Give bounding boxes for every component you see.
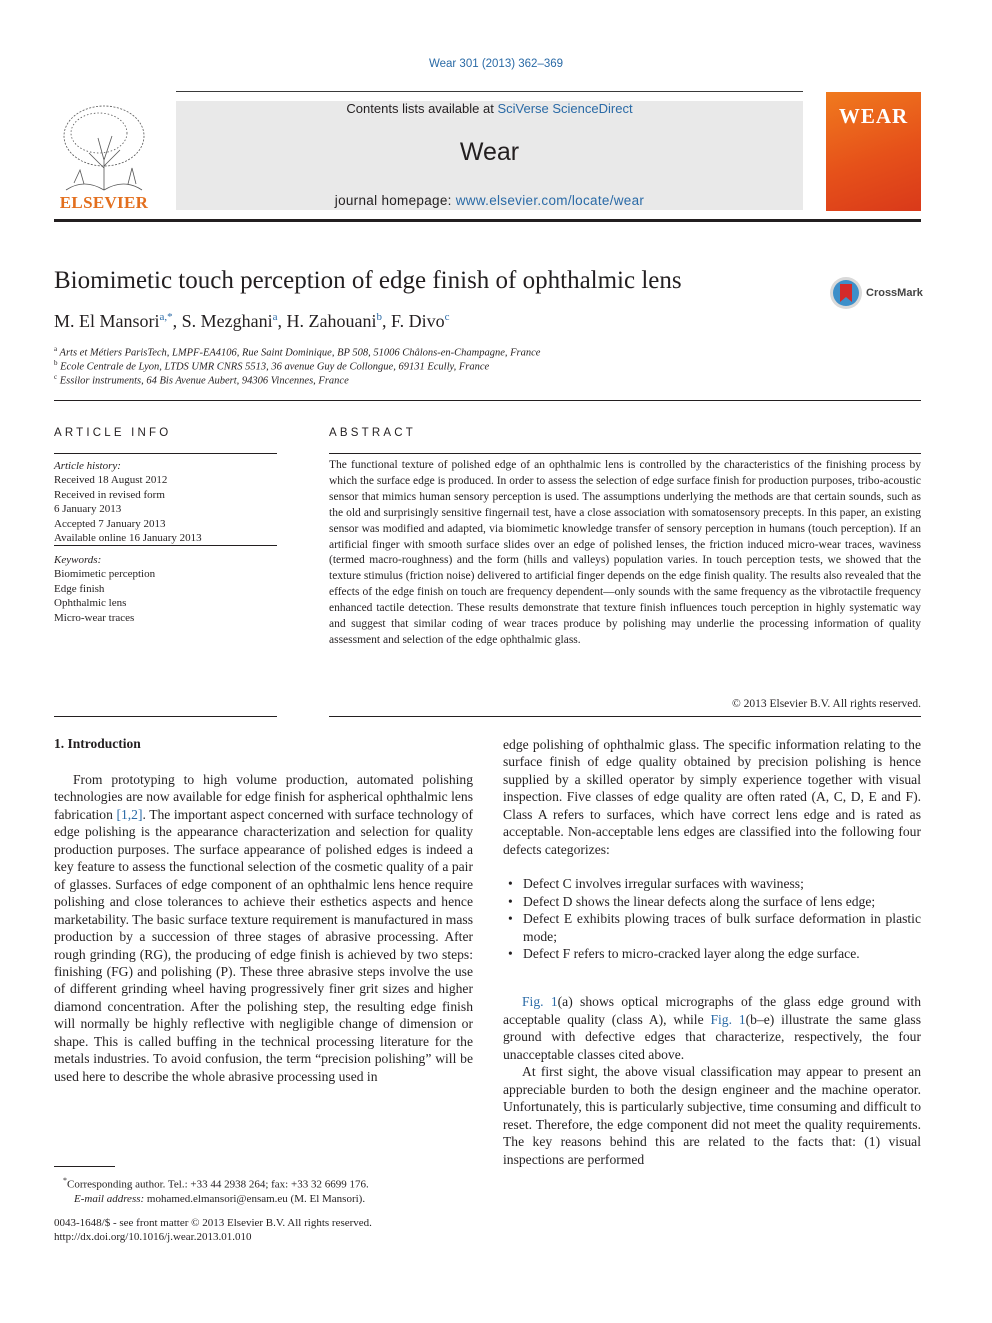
affiliation-text: Ecole Centrale de Lyon, LTDS UMR CNRS 5513, 36 avenue Guy de Collongue, 69131 Ecully, France bbox=[60, 361, 490, 373]
email-footnote bbox=[54, 1192, 473, 1206]
paragraph-text: From prototyping to high volume production, automated polishing technologies are now available for edge finish for aspherical ophthalmic lens fabrication bbox=[54, 772, 473, 822]
keyword: Edge finish bbox=[54, 582, 105, 595]
section-heading-introduction: 1. Introduction bbox=[54, 736, 141, 751]
keywords-block bbox=[54, 553, 277, 625]
reference-link[interactable]: [1,2] bbox=[116, 806, 143, 822]
homepage-prefix: journal homepage: bbox=[334, 193, 456, 208]
homepage-link[interactable]: www.elsevier.com/locate/wear bbox=[455, 193, 645, 208]
keyword: Micro-wear traces bbox=[54, 611, 135, 624]
keywords-rule bbox=[54, 545, 277, 546]
paragraph-text: (b–e) illustrate the same glass ground with defective edges that characterize, respectively, the four unacceptable classes cited above. bbox=[503, 1011, 921, 1062]
crossmark-label[interactable]: CrossMark bbox=[866, 287, 923, 299]
keyword: Ophthalmic lens bbox=[54, 597, 127, 610]
intro-paragraph bbox=[503, 993, 921, 1063]
footnotes bbox=[54, 1174, 473, 1206]
intro-right-column bbox=[503, 736, 921, 1168]
affiliation-mark: a bbox=[54, 345, 58, 353]
footnote-marker: * bbox=[63, 1176, 67, 1185]
email-link[interactable]: mohamed.elmansori@ensam.eu (M. El Mansori). bbox=[146, 1192, 366, 1205]
list-item: • Defect F refers to micro-cracked layer along the edge surface. bbox=[503, 945, 921, 962]
figure-link[interactable]: Fig. 1 bbox=[522, 994, 558, 1010]
author-list bbox=[54, 311, 449, 332]
paragraph-text: . The important aspect concerned with surface technology of edge polishing is the appearance characterization and selection for quality production purposes. The surface appearance of polished edges is indeed a key feature to assess the functional selection of the cosmetic quality of a pair of glasses. Surfaces of edge component of an ophthalmic lens hence require polishing and close tolerances to achieve their esthetics aspects and hence marketability. The basic surface texture requirement is manufactured in mass production by a succession of three stages of abrasive processing. After rough grinding (RG), the producing of edge finish is achieved by two steps: finishing (FG) and polishing (P). These three abrasive steps involve the use of different grinding wheel having progressively finer grit sizes and higher diamond concentration. After the polishing step, the resulting edge finish will normally be highly reflective with negligible change of dimension or shape. This is called buffing in the technical processing literature for the metals industries. To avoid confusion, the term “precision polishing” will be used here to describe the whole abrasive processing used in bbox=[54, 806, 473, 1084]
list-item: • Defect E exhibits plowing traces of bulk surface deformation in plastic mode; bbox=[503, 910, 921, 945]
author-affil-marker[interactable]: a bbox=[272, 311, 278, 323]
contents-prefix: Contents lists available at bbox=[346, 101, 498, 116]
article-info-heading: ARTICLE INFO bbox=[54, 427, 172, 439]
affiliation-text: Arts et Métiers ParisTech, LMPF-EA4106, Rue Saint Dominique, BP 508, 51006 Châlons-en-Champagne, France bbox=[59, 347, 541, 359]
history-item: Accepted 7 January 2013 bbox=[54, 517, 166, 530]
affiliation bbox=[54, 345, 540, 359]
contents-line bbox=[176, 101, 803, 116]
journal-homepage bbox=[176, 193, 803, 208]
affiliation bbox=[54, 359, 489, 373]
list-item: • Defect D shows the linear defects along the surface of lens edge; bbox=[503, 893, 921, 910]
footnote-rule bbox=[54, 1166, 115, 1167]
corresponding-footnote bbox=[54, 1174, 473, 1192]
issn-line: 0043-1648/$ - see front matter © 2013 Elsevier B.V. All rights reserved. bbox=[54, 1217, 372, 1229]
abstract-copyright: © 2013 Elsevier B.V. All rights reserved. bbox=[732, 698, 921, 710]
affiliation-mark: b bbox=[54, 359, 58, 367]
intro-left-column bbox=[54, 771, 473, 1085]
keywords-label: Keywords: bbox=[54, 554, 102, 566]
journal-citation[interactable]: Wear 301 (2013) 362–369 bbox=[428, 58, 564, 70]
author-affil-marker[interactable]: a,* bbox=[159, 311, 173, 323]
abstract-rule bbox=[329, 453, 921, 454]
list-item: • Defect C involves irregular surfaces with waviness; bbox=[503, 875, 921, 892]
author-affil-marker[interactable]: b bbox=[376, 311, 382, 323]
author-affil-marker[interactable]: c bbox=[444, 311, 450, 323]
affiliation bbox=[54, 373, 349, 387]
author-name[interactable]: M. El Mansori bbox=[54, 311, 160, 331]
abstract-heading: ABSTRACT bbox=[329, 427, 416, 439]
article-title: Biomimetic touch perception of edge finish of ophthalmic lens bbox=[54, 267, 682, 294]
crossmark-icon[interactable] bbox=[829, 276, 863, 310]
affiliation-rule bbox=[54, 400, 921, 401]
affiliation-mark: c bbox=[54, 373, 58, 381]
article-info-bottom-rule bbox=[54, 716, 277, 717]
intro-paragraph bbox=[54, 771, 473, 1085]
history-label: Article history: bbox=[54, 460, 121, 472]
intro-paragraph: edge polishing of ophthalmic glass. The specific information relating to the surface finish of edge quality obtained by precision polishing is hence supplied by a skilled operator by simply experience together with visual inspection. Five classes of edge quality are often rated (A, C, D, E and F). Class A refers to surfaces, which have correct lens edge and is rated as acceptable. Non-acceptable lens edges are classified into the following four defects categorizes: bbox=[503, 737, 921, 857]
keyword: Biomimetic perception bbox=[54, 568, 156, 581]
figure-link[interactable]: Fig. 1 bbox=[710, 1011, 746, 1027]
doi-link[interactable]: http://dx.doi.org/10.1016/j.wear.2013.01.010 bbox=[54, 1231, 252, 1243]
author-name[interactable]: F. Divo bbox=[391, 311, 445, 331]
article-history bbox=[54, 459, 277, 545]
header-rule bbox=[54, 219, 921, 222]
author-separator: , bbox=[277, 311, 287, 331]
abstract-bottom-rule bbox=[329, 716, 921, 717]
history-item: Available online 16 January 2013 bbox=[54, 532, 202, 545]
publication-info bbox=[54, 1216, 473, 1244]
banner-top-rule bbox=[176, 91, 803, 92]
cover-title: WEAR bbox=[838, 104, 909, 128]
elsevier-wordmark[interactable]: ELSEVIER bbox=[59, 193, 149, 212]
abstract-text: The functional texture of polished edge of an ophthalmic lens is controlled by the characteristics of the finishing process by which the surface edge is produced. In order to assess the selection of edge surface finish for production purposes, tribo-acoustic sensor that mimics human sensory perception is used. The assumptions underlying the methods are that certain sounds, such as the old and surprisingly sensitive fingernail test, have a close association with somatosensory precepts. In this paper, an existing sensor was modified and adapted, via biomimetic knowledge transfer of sensory perception in humans (touch perception). If an artificial finger with smooth surface slides over an edge of polished lenses, the friction induced micro-wear traces, waviness (termed macro-roughness) and the form (hills and valleys) population varies. In touch perception tests, we showed that the texture stimulus (friction noise) delivered to artificial finger depends on the edge finish quality. The results also revealed that the effects of the edge finish on touch are frequency dependent—only sounds with the same frequency as the vibrotactile frequency enhanced tactile detection. These results demonstrate that texture finish influences touch perception in highly systematic way and suggest that similar coding of wear traces produce by polishing may underlie the processing information of quality assessment and selection of the edge ophthalmic glass. bbox=[329, 459, 921, 646]
sciencedirect-link[interactable]: SciVerse ScienceDirect bbox=[497, 101, 633, 116]
history-item: Received in revised form bbox=[54, 488, 165, 501]
author-name[interactable]: S. Mezghani bbox=[181, 311, 273, 331]
intro-paragraph: At first sight, the above visual classification may appear to present an appreciable burden to both the design engineer and the machine operator. Unfortunately, this is particularly subjective, time consuming and difficult to reset. Therefore, the edge component did not meet the quality requirements. The key reasons behind this are related to the facts that: (1) visual inspections are performed bbox=[503, 1064, 921, 1167]
defect-list bbox=[503, 875, 921, 962]
email-label: E-mail address: bbox=[74, 1192, 147, 1205]
history-item: Received 18 August 2012 bbox=[54, 474, 168, 487]
article-info-rule bbox=[54, 453, 277, 454]
author-separator: , bbox=[172, 311, 182, 331]
footnote-text: Corresponding author. Tel.: +33 44 2938 264; fax: +33 32 6699 176. bbox=[67, 1178, 369, 1191]
journal-name: Wear bbox=[459, 138, 520, 166]
author-name[interactable]: H. Zahouani bbox=[286, 311, 377, 331]
author-separator: , bbox=[382, 311, 391, 331]
paragraph-text: (a) shows optical micrographs of the glass edge ground with acceptable quality (class A), while bbox=[503, 994, 922, 1027]
history-item: 6 January 2013 bbox=[54, 503, 122, 516]
affiliation-text: Essilor instruments, 64 Bis Avenue Aubert, 94306 Vincennes, France bbox=[59, 375, 349, 387]
